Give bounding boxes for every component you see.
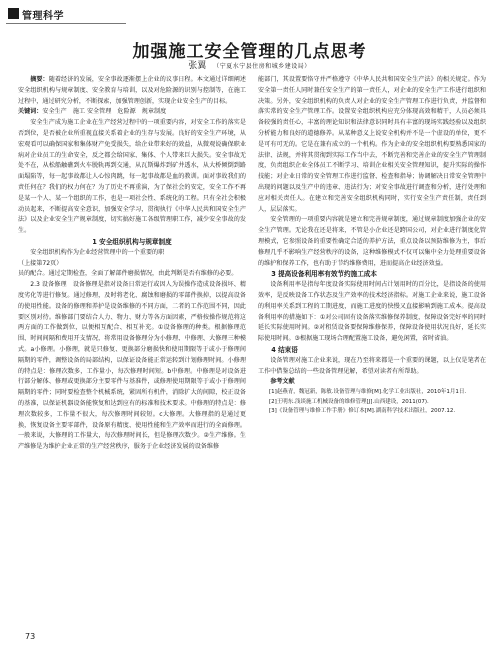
keywords-label: 关键词：: [18, 108, 43, 116]
author-affiliation: （宁夏水宁县住房和城乡建设局）: [213, 63, 311, 70]
byline: [0, 58, 499, 71]
article-title: 加强施工安全管理的几点思考: [132, 42, 367, 62]
abstract: [18, 75, 246, 107]
keywords: [18, 107, 246, 118]
references-heading: 参考文献: [270, 378, 295, 386]
body-paragraph: 设备管理对施工企业来说，现在乃至将来都是一个重要的课题，以上仅是笔者在工作中借鉴总结的一些设备管理见解，希望对读者有所帮助。: [258, 356, 486, 375]
abstract-text: 随着经济的发展，安全事故逐渐摆上企业的议事日程。本文通过详细阐述安全组织机构与规章制度、安全教育与培训，以及对危险源的识别与控制等，在施工过程中，通过研究分析，不断探索，加强管理创新，实现企业安全生产的目标。: [18, 76, 247, 105]
body-paragraph: 员的配合。通过定期检查，全面了解部件磨损情况，由此判断是否有维修的必要。: [18, 270, 238, 278]
section-heading: 1 安全组织机构与规章制度: [92, 237, 172, 246]
body-paragraph: 设备利用率是指每年度设备实际使用时间占计划用时的百分比，是指设备的使用效率，是反映设备工作状态及生产效率的技术经济指标。对施工企业来说，施工设备的利用率关系到工程的工期进度，而施工进度的快慢又直接影响到施工成本。提高设备利用率的措施如下：①对公司固有设备落实维修保养制度，保障设备完好率的同时延长实际使用时间。②对租赁设备要保障维修保养，保障设备使用状况良好，延长实际使用时间。③根据施工现场合理配置施工设备，避免闲置，省时省油。: [258, 281, 486, 343]
continuation-note: （上接第72页）: [18, 259, 63, 267]
body-paragraph: 2.3 设备修理 设备修理是指对设备日常运行或因人为误操作造成设备损坏、精度劣化等进行修复。通过修理，及时将老化、腐蚀和磨损的零部件换掉，以提高设备的使用性能。设备的修理和养护是设备维修的不同方面，二者的工作范围不同，因此要区别对待。维修部门要结合人力、物力、财力等各方面因素，严格按操作规范将这两方面的工作做到位，以便相互配合、相互补充。①设备修理的种类。根据修理范围、时间间隔和费用开支情况，将常用设备修理分为小修理、中修理、大修理三种模式。a小修理。小修理，就是只修复、更换部分磨损快和使用期限等于或小于修理间隔期的零件，调整设备的局部结构，以保证设备能正常运转到计划修理时间。小修理的特点是：修理次数多，工作量小，每次修理时间短。b中修理。中修理是对设备进行部分解体、修理或更换部分主要零件与基准件，或修理使用期限等于或小于修理间隔期的零件；同时要检查整个机械系统，紧固所有机件，消除扩大的间隙，校正设备的基准，以保证机器设备能恢复和达到应有的标准和技术要求。中修理的特点是：修理次数较多，工作量不很大，每次修理时间较短。c大修理。大修理指的是通过更换，恢复设备主要零部件，设备原有精度、使用性能和生产效率而进行的全面修理。一般来说，大修理的工作量大，每次修理时间长，但是修理次数少。②生产维修。生产维修是为维护企业正常的生产经营秩序，服务于企业经济发展的设备维修: [18, 281, 246, 451]
header-rule: [6, 23, 126, 24]
body-paragraph: 安全组织机构作为企业经营管理中的一个重要的职: [30, 248, 165, 256]
body-paragraph: 安全生产成为施工企业在生产经营过程中的一项重要内容，对安全工作的落实是否到位，是否被企业所重视直接关系着企业的生存与发展。良好的安全生产环境，从宏观看可以确保国家和集体财产免受损失，给企业带来好的效益，从微观说确保职业病对企业员工的生命安全，反之都会给国家、集体、个人带来巨大损失。安全事故无处不在，从松船触礁到火车脱轨再到交通，从瓦斯爆炸到矿井透水，从大桥倾倒到路面塌陷等，每一起事故都让人心惊肉跳，每一起事故都是血的教训。面对事故我们的责任何在？我们的权力何在？为了历史不再重演，为了保社会的安定，安全工作不再是某一个人、某一个组织的工作，也是一项社会性、系统化的工程。只有全社会积极动员起来，不断提高安全意识，加强安全学习，贯彻执行《中华人民共和国安全生产法》以及企业安全生产规章制度，切实搞好施工各级管理职工作，减少安全事故的发生。: [18, 119, 246, 235]
body-paragraph: 能部门，其设置要恪守并严格遵守《中华人民共和国安全生产法》的相关规定。作为安全第一责任人同时兼任安全生产的第一责任人，对企业的安全生产工作进行组织和决策。另外，安全组织机构的负责人对企业的安全生产管理工作进行负责，并监督和落实常的安全生产管理工作。设置安全组织机构应充分体现高效和精干，人员必须具备较强的责任心，丰富的理论知识和法律意识同时具有丰富的现场实践经验以及组织分析能力和良好的道德修养。从某种意义上说安全机构并不是一个虚设的单位，更不是可有可无的。它是在兼有成立的一个机构。作为企业的安全组织机构要熟悉国家的法律、法规，并将其贯彻到实际工作当中去，不断完善和完善企业的安全生产管理制度，负责组织企业全体员工不断学习、培训企业相关安全管理知识，提升实际的操作技能；对企业日常的安全管理工作进行监督、检查和指导；协调解决日常安全管理中出现的问题以及生产中的违章、违法行为；对安全事故进行调查和分析，进行处理和应对相关责任人。在建立和完善安全组织机构同时，实行安全生产责任制，责任到人，层层落实。: [258, 76, 486, 213]
keywords-text: 安全生产 施工 安全管理 危险源 规章制度: [42, 108, 167, 116]
reference-item: [2]王明东.浅谈施工机械设备的维修管理[J].山西建设，2011(07).: [269, 398, 429, 405]
section-label: 管理科学: [22, 11, 64, 22]
page-number: 73: [25, 632, 36, 641]
body-paragraph: 安全管理的一项重要内容就是建立和完善规章制度，通过规章制度加强企业的安全生产管理。无论我在还是将来，不管是小企业还是跨国公司，对企业进行制度化管理模式，它参照设备的重要性确定合适的养护方法，重点设备以预防维修为主，事后修理几乎不影响生产经营秩序的设备，这种维修模式不仅可以集中全力处理重要设备的维护和保养工作，也有助于节约维修费用，进而提高企业经济效益。: [258, 216, 486, 267]
author-name: 张翼: [188, 61, 207, 71]
journal-header: [0, 0, 499, 30]
journal-logo-icon: [8, 8, 19, 19]
abstract-label: 摘要：: [30, 76, 49, 83]
reference-item: [1]赵燕青，魏冠新，陈敏.设备管理与维修[M].化学工业出版社，2010年1月1日.: [269, 389, 467, 396]
reference-item: [3]《设备管理与维修工作手册》修订本[M].湖南科学技术出版社，2007.12.: [269, 408, 456, 415]
section-heading: 3 提高设备利用率有效节约施工成本: [271, 270, 377, 279]
right-column: [258, 75, 486, 417]
left-column: [18, 75, 246, 453]
section-heading: 4 结束语: [271, 345, 298, 354]
